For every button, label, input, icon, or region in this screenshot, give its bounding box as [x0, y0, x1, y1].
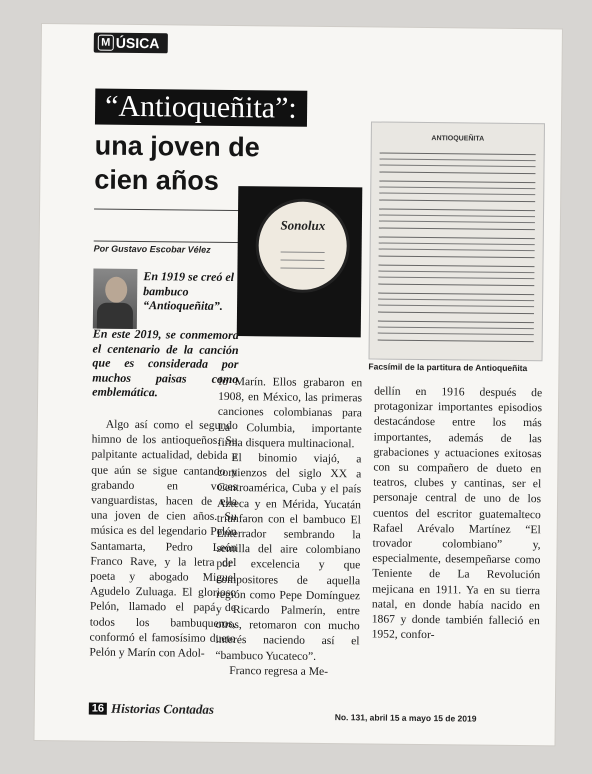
lede-intro: En 1919 se creó el bambuco “Antioqueñita”. — [142, 269, 235, 314]
vinyl-record-image — [255, 198, 350, 293]
magazine-page — [35, 24, 562, 745]
body-column-2 — [215, 374, 362, 680]
body-paragraph: Algo así como el segundo himno de los antioqueños. Su palpitante actualidad, debida a que aún se sigue cantando y grabando en voces vanguardistas, hacen de ella una joven de cien años. Su música es del legendario Pelón Santamarta, Pedro León Franco Rave, y la letra del poeta y abogado Miguel Agudelo Zuluaga. El glorioso Pelón, llamado el papá de todos los bambuqueros, conformó el famosísimo dueto Pelón y Marín con Adol- — [89, 417, 238, 660]
article-subtitle: una joven de cien años — [94, 130, 260, 196]
section-tag — [94, 33, 168, 54]
score-title: ANTIOQUEÑITA — [431, 135, 485, 143]
issue-info: No. 131, abril 15 a mayo 15 de 2019 — [334, 712, 477, 724]
magazine-name: Historias Contadas — [111, 700, 215, 717]
image-caption: Facsímil de la partitura de Antioqueñita — [368, 361, 528, 374]
record-brand: Sonolux — [280, 217, 326, 233]
lede-continued: En este 2019, se conmemora el centenario de la canción que es considerada por muchos paisas como emblemática. — [92, 326, 239, 400]
page-number: 16 — [89, 703, 107, 715]
section-label: ÚSICA — [115, 34, 160, 52]
byline: Por Gustavo Escobar Vélez — [94, 241, 246, 256]
divider — [94, 209, 246, 212]
body-column-3 — [372, 383, 543, 643]
body-paragraph: Franco regresa a Me- — [229, 663, 329, 678]
article-title: “Antioqueñita”: — [95, 89, 307, 127]
body-paragraph: fo Marín. Ellos grabaron en 1908, en México, las primeras canciones colombianas para La Columbia, importante firma disquera multinacional. — [217, 374, 363, 451]
music-icon: M — [98, 35, 114, 51]
sheet-music-image — [369, 121, 545, 361]
author-photo — [93, 269, 138, 329]
body-paragraph: El binomio viajó, a comienzos del siglo XX a Centroamérica, Cuba y el país Azteca y en Mérida, Yucatán triunfaron con el bambuco El Enterrador sembrando la semilla del aire colombiano por excelencia y que compositores de aquella región como Pepe Domínguez y Ricardo Palmerín, entre otros, retomaron con mucho interés naciendo así el “bambuco Yucateco”. — [215, 451, 362, 663]
footer-left — [89, 701, 214, 718]
record-photo — [237, 186, 363, 337]
body-paragraph: dellín en 1916 después de protagonizar importantes episodios destacándose entre los más importantes, además de las grabaciones y actuaciones exitosas con su compañero de dueto en teatros, clubes y cantinas, ser el personaje central de uno de los cuentos del escritor guatemalteco Rafael Arévalo Martínez “El trovador colombiano” y, especialmente, desempeñarse como Teniente de La Revolución mejicana en 1911. Ya en su tierra natal, en donde había nacido en 1867 y donde también falleció en 1952, confor- — [371, 384, 543, 642]
